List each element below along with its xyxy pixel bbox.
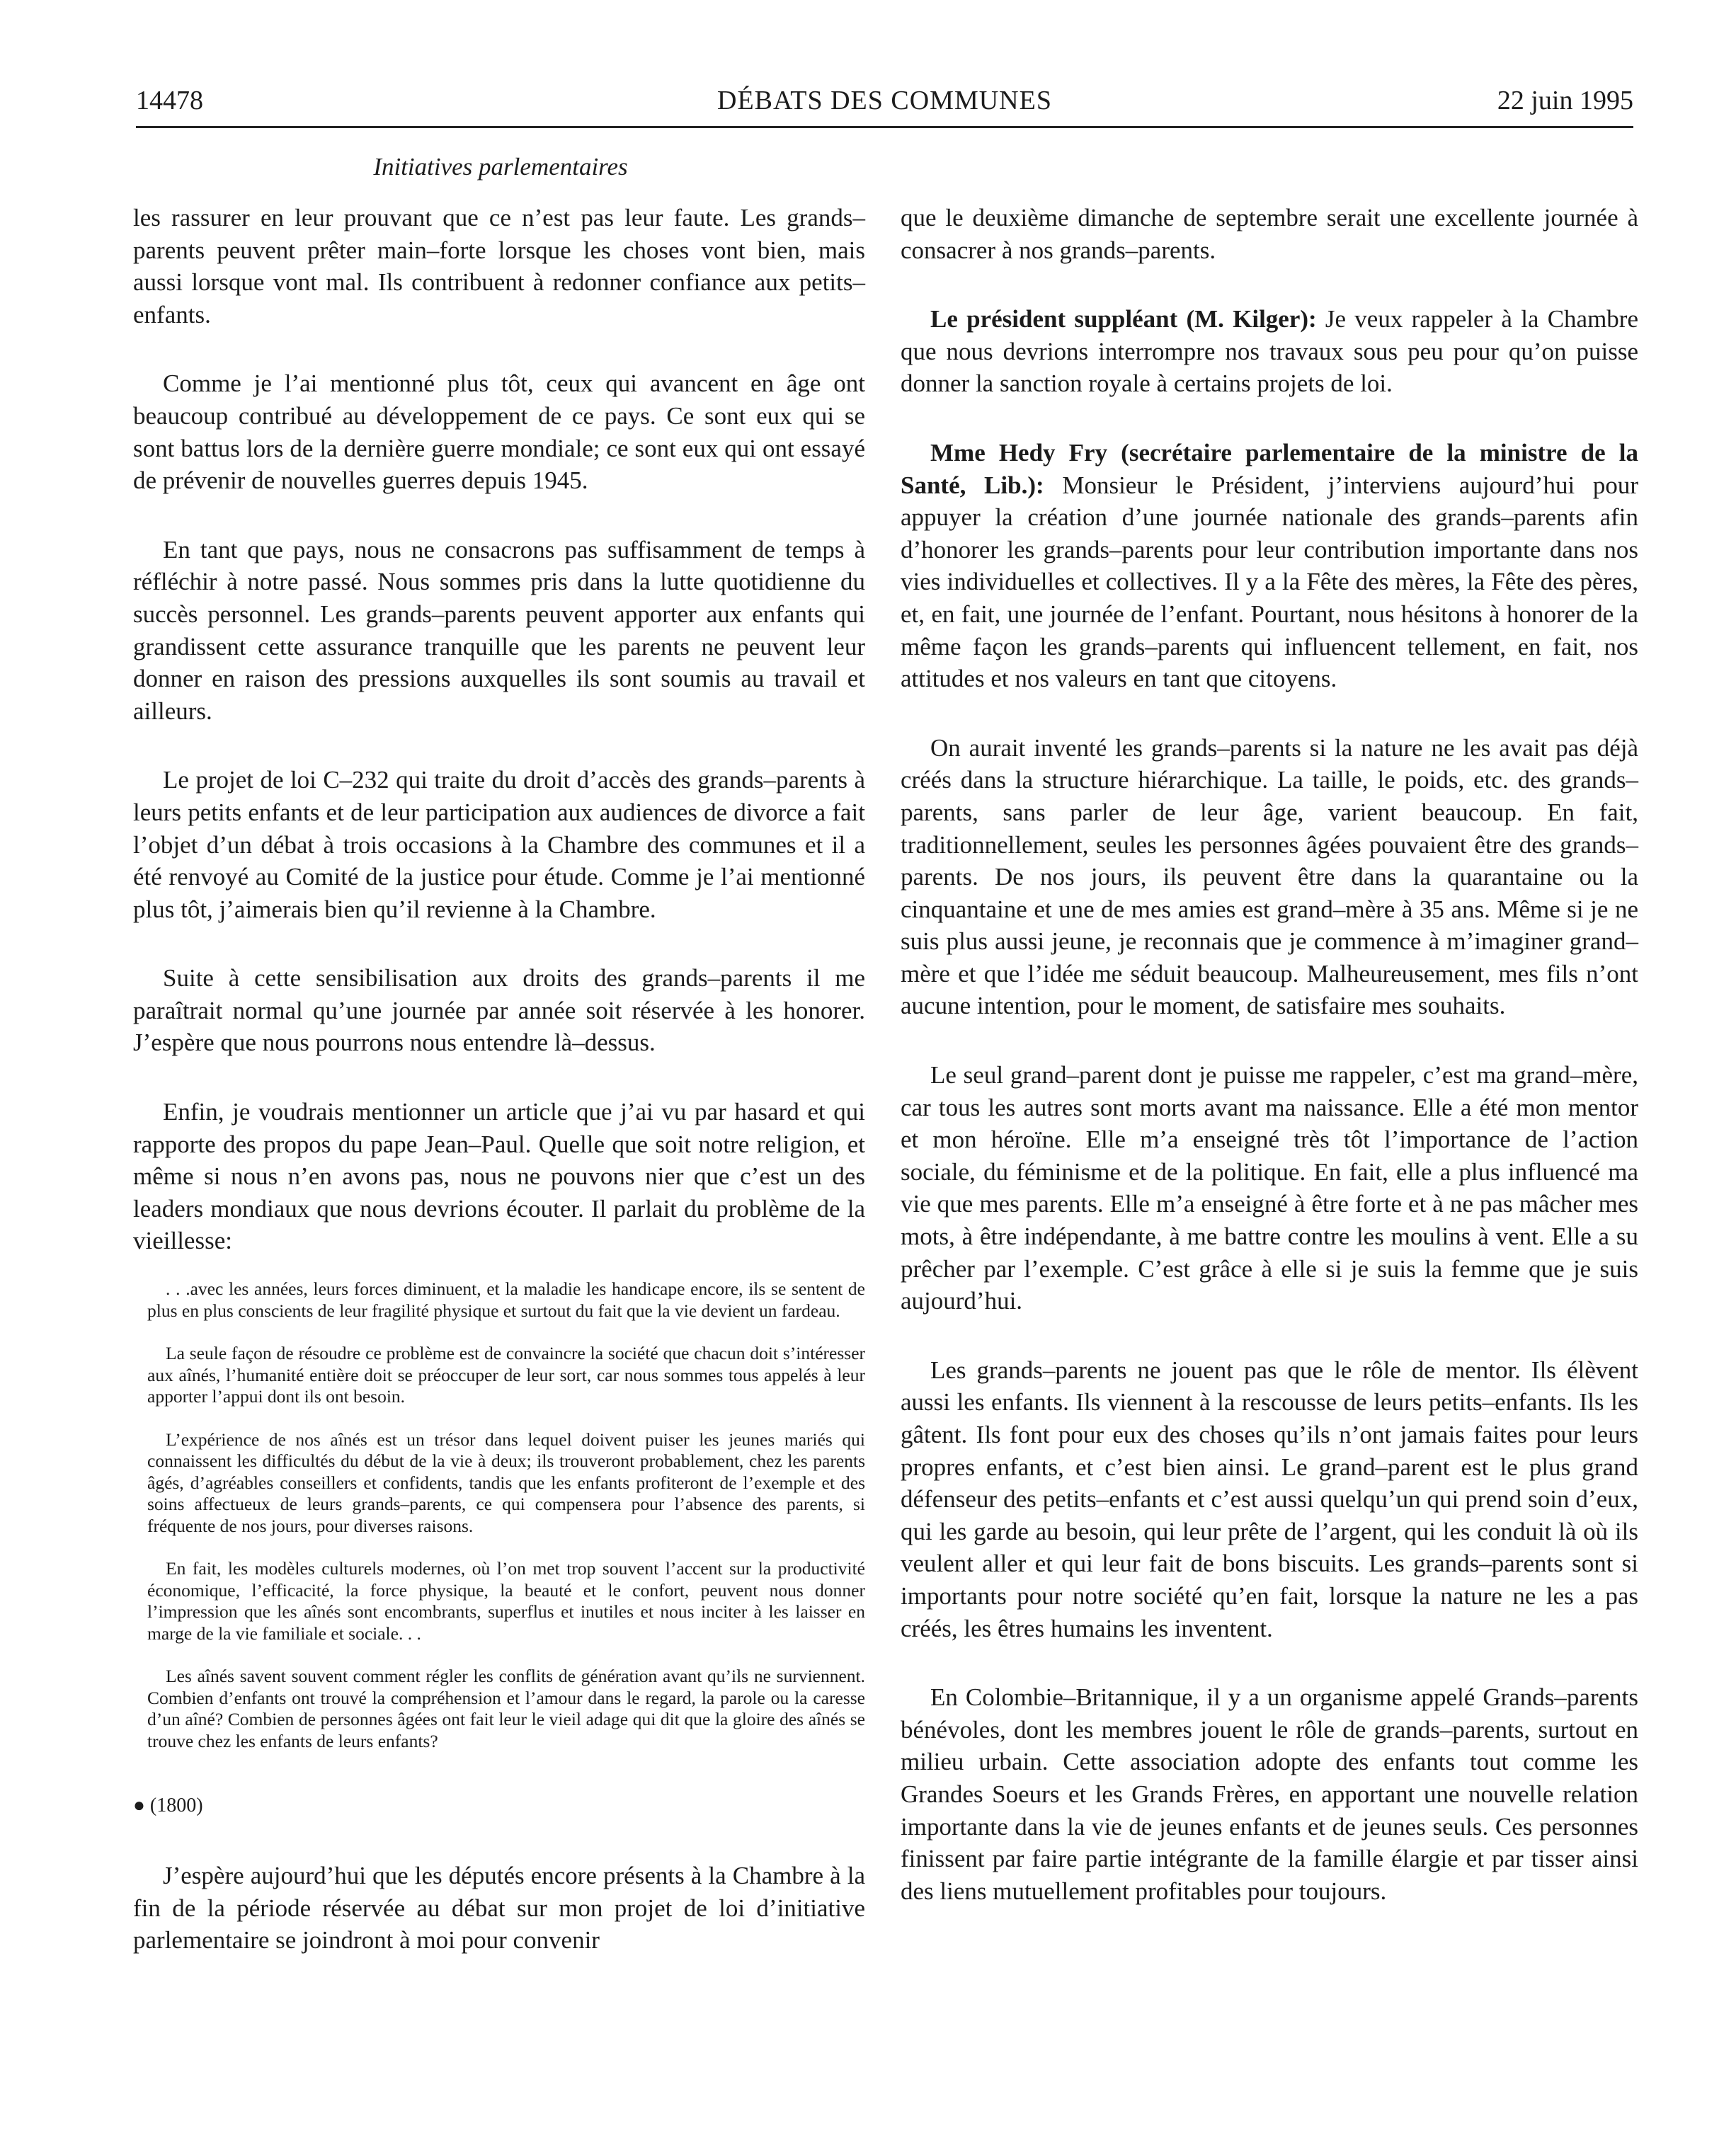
paragraph: J’espère aujourd’hui que les députés encore présents à la Chambre à la fin de la période réservée au débat sur mon projet de loi d’initiative parlementaire se joindront à moi pour convenir (133, 1862, 865, 1954)
left-column (133, 202, 865, 1957)
speech-text: Je veux rappeler à la Chambre que nous devrions interrompre nos travaux sous peu pour qu’on puisse donner la sanction royale à certains projets de loi. (901, 305, 1638, 398)
speaker-name: Le président suppléant (M. Kilger): (930, 305, 1317, 333)
block-quote: . . .avec les années, leurs forces diminuent, et la maladie les handicape encore, ils se sentent de plus en plus conscients de leur fragilité physique et surtout du fait que la vie devient un fardeau. (147, 1278, 865, 1321)
paragraph: que le deuxième dimanche de septembre serait une excellente journée à consacrer à nos grands–parents. (901, 204, 1638, 264)
block-quote: En fait, les modèles culturels modernes, où l’on met trop souvent l’accent sur la productivité économique, l’efficacité, la force physique, la beauté et le confort, peuvent nous donner l’impression que les aînés sont encombrants, superflus et inutiles et nous inciter à les laisser en marge de la vie familiale et sociale. . . (147, 1558, 865, 1644)
publication-date: 22 juin 1995 (1497, 86, 1633, 115)
paragraph: En Colombie–Britannique, il y a un organisme appelé Grands–parents bénévoles, dont les membres jouent le rôle de grands–parents, surtout en milieu urbain. Cette association adopte des enfants tout comme les Grandes Soeurs et les Grands Frères, en apportant une nouvelle relation importante dans la vie de jeunes enfants et de jeunes seuls. Ces personnes finissent par faire partie intégrante de la famille élargie et par tisser ainsi des liens mutuellement profitables pour toujours. (901, 1683, 1638, 1905)
paragraph: Le projet de loi C–232 qui traite du droit d’accès des grands–parents à leurs petits enfants et de leur participation aux audiences de divorce a fait l’objet d’un débat à trois occasions à la Chambre des communes et il a été renvoyé au Comité de la justice pour étude. Comme je l’ai mentionné plus tôt, j’aimerais bien qu’il revienne à la Chambre. (133, 766, 865, 923)
paragraph: Suite à cette sensibilisation aux droits des grands–parents il me paraîtrait normal qu’une journée par année soit réservée à les honorer. J’espère que nous pourrons nous entendre là–dessus. (133, 964, 865, 1057)
paragraph: Enfin, je voudrais mentionner un article que j’ai vu par hasard et qui rapporte des propos du pape Jean–Paul. Quelle que soit notre religion, et même si nous n’en avons pas, nous ne pouvons nier que c’est un des leaders mondiaux que nous devrions écouter. Il parlait du problème de la vieillesse: (133, 1098, 865, 1255)
speaker-name: Mme Hedy Fry (secrétaire parlementaire de la ministre de la Santé, Lib.): (901, 438, 1638, 499)
publication-title: DÉBATS DES COMMUNES (717, 86, 1052, 115)
paragraph: En tant que pays, nous ne consacrons pas suffisamment de temps à réfléchir à notre passé. Nous sommes pris dans la lutte quotidienne du succès personnel. Les grands–parents peuvent apporter aux enfants qui grandissent cette assurance tranquille que les parents ne peuvent leur donner en raison des pressions auxquelles ils sont soumis au travail et ailleurs. (133, 535, 865, 725)
speech-text: Monsieur le Président, j’interviens aujourd’hui pour appuyer la création d’une journée nationale des grands–parents afin d’honorer les grands–parents pour leur contribution importante dans nos vies individuelles et collectives. Il y a la Fête des mères, la Fête des pères, et, en fait, une journée de l’enfant. Pourtant, nous hésitons à honorer de la même façon les grands–parents qui influencent tellement, en fait, nos attitudes et nos valeurs en tant que citoyens. (901, 471, 1638, 693)
paragraph: On aurait inventé les grands–parents si la nature ne les avait pas déjà créés dans la structure hiérarchique. La taille, le poids, etc. des grands–parents, sans parler de leur âge, varient beaucoup. En fait, traditionnellement, seules les personnes âgées pouvaient être des grands–parents. De nos jours, ils peuvent être dans la quarantaine ou la cinquantaine et une de mes amies est grand–mère à 35 ans. Même si je ne suis plus aussi jeune, je reconnais que je commence à m’imaginer grand–mère et que l’idée me séduit beaucoup. Malheureusement, mes fils n’ont aucune intention, pour le moment, de satisfaire mes souhaits. (901, 733, 1638, 1020)
speaker-paragraph (901, 437, 1638, 695)
block-quote: Les aînés savent souvent comment régler les conflits de génération avant qu’ils ne surviennent. Combien d’enfants ont trouvé la compréhension et l’amour dans le regard, la parole ou la caresse d’un aîné? Combien de personnes âgées ont fait leur le vieil adage qui dit que la gloire des aînés se trouve chez les enfants de leurs enfants? (147, 1666, 865, 1751)
block-quote: La seule façon de résoudre ce problème est de convaincre la société que chacun doit s’intéresser aux aînés, l’humanité entière doit se préoccuper de leur sort, car nous sommes tous appelés à leur apporter l’appui dont ils ont besoin. (147, 1343, 865, 1407)
page-number: 14478 (136, 86, 203, 115)
speaker-paragraph (901, 303, 1638, 400)
paragraph: Les grands–parents ne jouent pas que le rôle de mentor. Ils élèvent aussi les enfants. Ils viennent à la rescousse de leurs petits–enfants. Ils les gâtent. Ils font pour eux des choses qu’ils n’ont jamais faites pour leurs propres enfants, et c’est bien ainsi. Le grand–parent est le plus grand défenseur des petits–enfants et c’est aussi quelqu’un qui prend soin d’eux, qui les garde au besoin, qui leur prête de l’argent, qui les conduit là où ils veulent aller et qui leur fait de bons biscuits. Les grands–parents sont si importants pour notre société qu’en fait, lorsque la nature ne les a pas créés, les êtres humains les inventent. (901, 1356, 1638, 1642)
right-column (901, 202, 1638, 1907)
page-header (136, 82, 1633, 128)
paragraph: Le seul grand–parent dont je puisse me rappeler, c’est ma grand–mère, car tous les autres sont morts avant ma naissance. Elle a été mon mentor et mon héroïne. Elle m’a enseigné très tôt l’importance de l’action sociale, du féminisme et de la politique. En fait, elle a plus influencé ma vie que mes parents. Elle m’a enseigné à être forte et à ne pas mâcher mes mots, à être indépendante, à me battre contre les moulins à vent. Elle a su prêcher par l’exemple. C’est grâce à elle si je suis la femme que je suis aujourd’hui. (901, 1061, 1638, 1315)
section-title: Initiatives parlementaires (373, 153, 628, 181)
paragraph: Comme je l’ai mentionné plus tôt, ceux qui avancent en âge ont beaucoup contribué au développement de ce pays. Ce sont eux qui se sont battus lors de la dernière guerre mondiale; ce sont eux qui ont essayé de prévenir de nouvelles guerres depuis 1945. (133, 370, 865, 495)
paragraph: les rassurer en leur prouvant que ce n’est pas leur faute. Les grands–parents peuvent prêter main–forte lorsque les choses vont bien, mais aussi lorsque vont mal. Ils contribuent à redonner confiance aux petits–enfants. (133, 204, 865, 328)
time-marker: ● (1800) (133, 1795, 203, 1817)
block-quote: L’expérience de nos aînés est un trésor dans lequel doivent puiser les jeunes mariés qui connaissent les difficultés du début de la vie à deux; ils trouveront probablement, chez les parents âgés, d’agréables conseillers et confidents, tandis que les enfants profiteront de l’exemple et des soins affectueux de leurs grands–parents, ce qui compensera pour l’absence des parents, si fréquente de nos jours, pour diverses raisons. (147, 1429, 865, 1536)
